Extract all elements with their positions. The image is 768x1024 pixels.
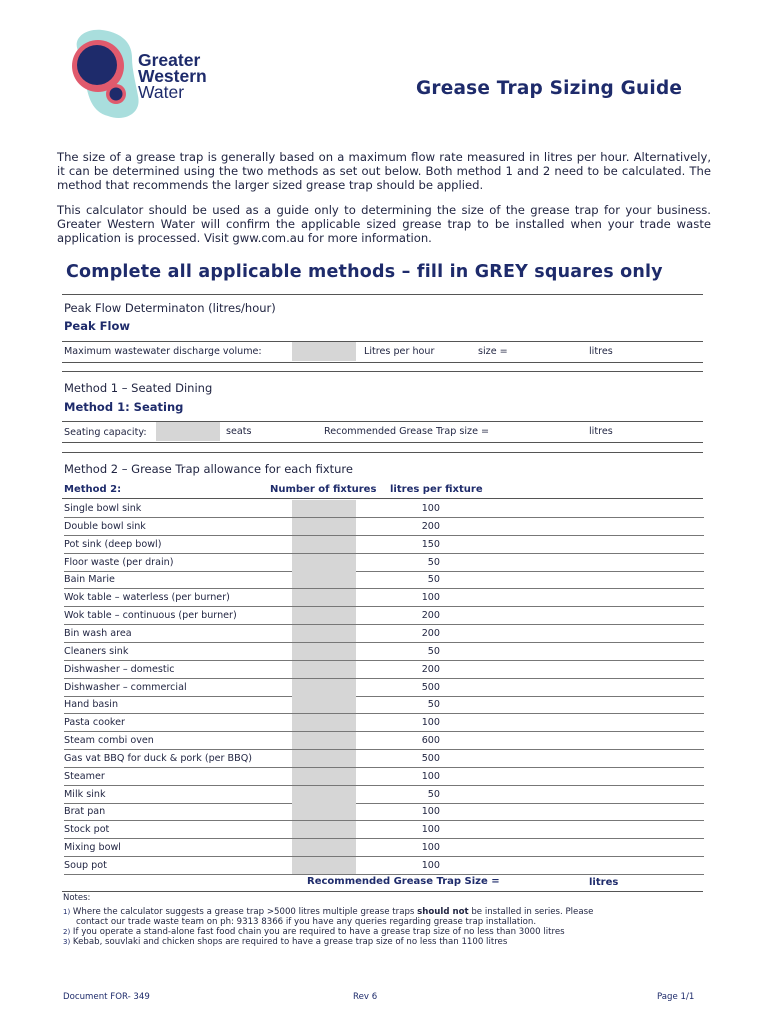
fixture-row: [64, 500, 704, 518]
fixture-name: Bin wash area: [64, 627, 132, 639]
method2-col-litres: litres per fixture: [390, 484, 483, 495]
fixture-count-input[interactable]: [292, 571, 356, 588]
litres-per-fixture: 50: [427, 556, 440, 568]
fixture-name: Mixing bowl: [64, 842, 121, 854]
intro-paragraph-2: This calculator should be used as a guide only to determining the size of the grease trap for your business. Greater Western Water will confirm the applicable sized grease trap to be installed when your trade waste application is processed. Visit gww.com.au for more information.: [57, 203, 711, 245]
fixture-count-input[interactable]: [292, 714, 356, 731]
fixture-row: [64, 732, 704, 750]
row-divider: [64, 874, 704, 875]
fixture-row: [64, 661, 704, 679]
fixture-count-input[interactable]: [292, 803, 356, 820]
fixture-count-input[interactable]: [292, 643, 356, 660]
seating-unit: seats: [226, 426, 252, 437]
document-number: Document FOR- 349: [63, 992, 150, 1002]
method2-recommended-label: Recommended Grease Trap Size =: [307, 876, 500, 887]
method1-recommended-unit: litres: [589, 426, 613, 437]
fixture-row: [64, 786, 704, 804]
fixture-name: Dishwasher – domestic: [64, 663, 175, 675]
fixture-name: Wok table – continuous (per burner): [64, 610, 237, 622]
divider: [62, 498, 703, 499]
fixture-row: [64, 571, 704, 589]
fixture-name: Hand basin: [64, 699, 119, 711]
fixture-count-input[interactable]: [292, 768, 356, 785]
fixture-row: [64, 714, 704, 732]
litres-per-fixture: 100: [421, 842, 440, 854]
fixture-name: Stock pot: [64, 824, 110, 836]
fixture-name: Pasta cooker: [64, 717, 125, 729]
fixture-count-input[interactable]: [292, 500, 356, 517]
litres-per-fixture: 150: [421, 538, 440, 550]
intro-paragraph-1: The size of a grease trap is generally based on a maximum flow rate measured in litres per hour. Alternatively, it can be determined using the two methods as set out below. Both method 1 and 2 need to be calculated. The method that recommends the larger sized grease trap should be applied.: [57, 150, 711, 192]
litres-per-fixture: 100: [421, 717, 440, 729]
divider: [62, 294, 703, 295]
divider: [62, 371, 703, 372]
seating-capacity-label: Seating capacity:: [64, 427, 147, 438]
fixture-name: Bain Marie: [64, 574, 115, 586]
fixture-count-input[interactable]: [292, 518, 356, 535]
note-2: 2) If you operate a stand-alone fast food chain you are required to have a grease trap size of no less than 3000 litres: [63, 927, 565, 937]
fixture-name: Wok table – waterless (per burner): [64, 592, 230, 604]
fixture-name: Pot sink (deep bowl): [64, 538, 162, 550]
litres-per-fixture: 100: [421, 770, 440, 782]
litres-per-fixture: 500: [421, 752, 440, 764]
notes-title: Notes:: [63, 893, 91, 903]
fixture-row: [64, 518, 704, 536]
fixture-row: [64, 839, 704, 857]
fixture-count-input[interactable]: [292, 857, 356, 874]
litres-per-fixture: 200: [421, 520, 440, 532]
fixture-row: [64, 857, 704, 875]
fixture-name: Soup pot: [64, 860, 107, 871]
litres-per-fixture: 100: [421, 592, 440, 604]
peak-flow-size-label: size =: [478, 346, 508, 357]
divider: [62, 452, 703, 453]
method2-title: Method 2 – Grease Trap allowance for each fixture: [64, 462, 353, 476]
fixture-count-input[interactable]: [292, 786, 356, 803]
peak-flow-title: Peak Flow Determinaton (litres/hour): [64, 301, 276, 315]
method2-col-label: Method 2:: [64, 484, 122, 495]
litres-per-fixture: 200: [421, 610, 440, 622]
page-number: Page 1/1: [657, 992, 695, 1002]
note-1: 1) Where the calculator suggests a grease trap >5000 litres multiple grease traps should not be installed in series. Please: [63, 907, 594, 917]
litres-per-fixture: 100: [421, 824, 440, 836]
method2-recommended-unit: litres: [589, 877, 619, 888]
fixture-count-input[interactable]: [292, 839, 356, 856]
fixture-name: Dishwasher – commercial: [64, 681, 187, 693]
peak-flow-size-unit: litres: [589, 346, 613, 357]
note-1-continued: contact our trade waste team on ph: 9313 8366 if you have any queries regarding grease trap installation.: [76, 917, 537, 927]
fixture-name: Double bowl sink: [64, 520, 146, 532]
fixture-row: [64, 821, 704, 839]
fixture-count-input[interactable]: [292, 821, 356, 838]
fixture-count-input[interactable]: [292, 589, 356, 606]
fixture-row: [64, 679, 704, 697]
fixture-name: Steamer: [64, 770, 105, 782]
litres-per-fixture: 50: [427, 645, 440, 657]
divider: [62, 362, 703, 363]
peak-flow-label: Maximum wastewater discharge volume:: [64, 346, 262, 357]
fixture-name: Floor waste (per drain): [64, 556, 174, 568]
litres-per-fixture: 500: [421, 681, 440, 693]
fixture-name: Gas vat BBQ for duck & pork (per BBQ): [64, 752, 253, 764]
litres-per-fixture: 100: [421, 860, 440, 871]
peak-flow-subtitle: Peak Flow: [64, 319, 130, 333]
fixture-row: [64, 607, 704, 625]
fixture-count-input[interactable]: [292, 536, 356, 553]
litres-per-fixture: 50: [427, 699, 440, 711]
fixture-row: [64, 625, 704, 643]
fixture-name: Single bowl sink: [64, 503, 142, 514]
peak-flow-unit: Litres per hour: [364, 346, 435, 357]
litres-per-fixture: 200: [421, 627, 440, 639]
fixture-count-input[interactable]: [292, 696, 356, 713]
fixture-row: [64, 536, 704, 554]
method1-subtitle: Method 1: Seating: [64, 400, 184, 414]
litres-per-fixture: 100: [421, 503, 440, 514]
seating-capacity-input[interactable]: [156, 422, 220, 441]
litres-per-fixture: 50: [427, 574, 440, 586]
note-3: 3) Kebab, souvlaki and chicken shops are required to have a grease trap size of no less than 1100 litres: [63, 937, 508, 947]
divider: [62, 341, 703, 342]
method2-col-fixtures: Number of fixtures: [270, 484, 377, 495]
method1-recommended-label: Recommended Grease Trap size =: [324, 426, 490, 437]
fixture-name: Cleaners sink: [64, 645, 129, 657]
divider: [62, 442, 703, 443]
fixture-count-input[interactable]: [292, 750, 356, 767]
peak-flow-input[interactable]: [292, 342, 356, 361]
fixture-row: [64, 750, 704, 768]
litres-per-fixture: 100: [421, 806, 440, 818]
divider: [62, 891, 703, 892]
fixture-name: Brat pan: [64, 806, 106, 818]
fixture-row: [64, 768, 704, 786]
fixture-name: Milk sink: [64, 788, 106, 800]
fixture-count-input[interactable]: [292, 625, 356, 642]
fixture-count-input[interactable]: [292, 679, 356, 696]
page-title: Grease Trap Sizing Guide: [416, 78, 683, 99]
logo-wordmark: Greater Western Water: [138, 50, 207, 102]
instructions-heading: Complete all applicable methods – fill in GREY squares only: [66, 262, 663, 282]
fixture-count-input[interactable]: [292, 661, 356, 678]
fixture-row: [64, 696, 704, 714]
litres-per-fixture: 50: [427, 788, 440, 800]
fixture-row: [64, 643, 704, 661]
litres-per-fixture: 600: [421, 735, 440, 747]
fixture-row: [64, 803, 704, 821]
fixture-name: Steam combi oven: [64, 735, 154, 747]
method1-title: Method 1 – Seated Dining: [64, 381, 213, 395]
fixture-row: [64, 554, 704, 572]
revision: Rev 6: [353, 992, 378, 1002]
fixture-count-input[interactable]: [292, 732, 356, 749]
fixture-count-input[interactable]: [292, 607, 356, 624]
fixture-count-input[interactable]: [292, 554, 356, 571]
litres-per-fixture: 200: [421, 663, 440, 675]
fixture-row: [64, 589, 704, 607]
